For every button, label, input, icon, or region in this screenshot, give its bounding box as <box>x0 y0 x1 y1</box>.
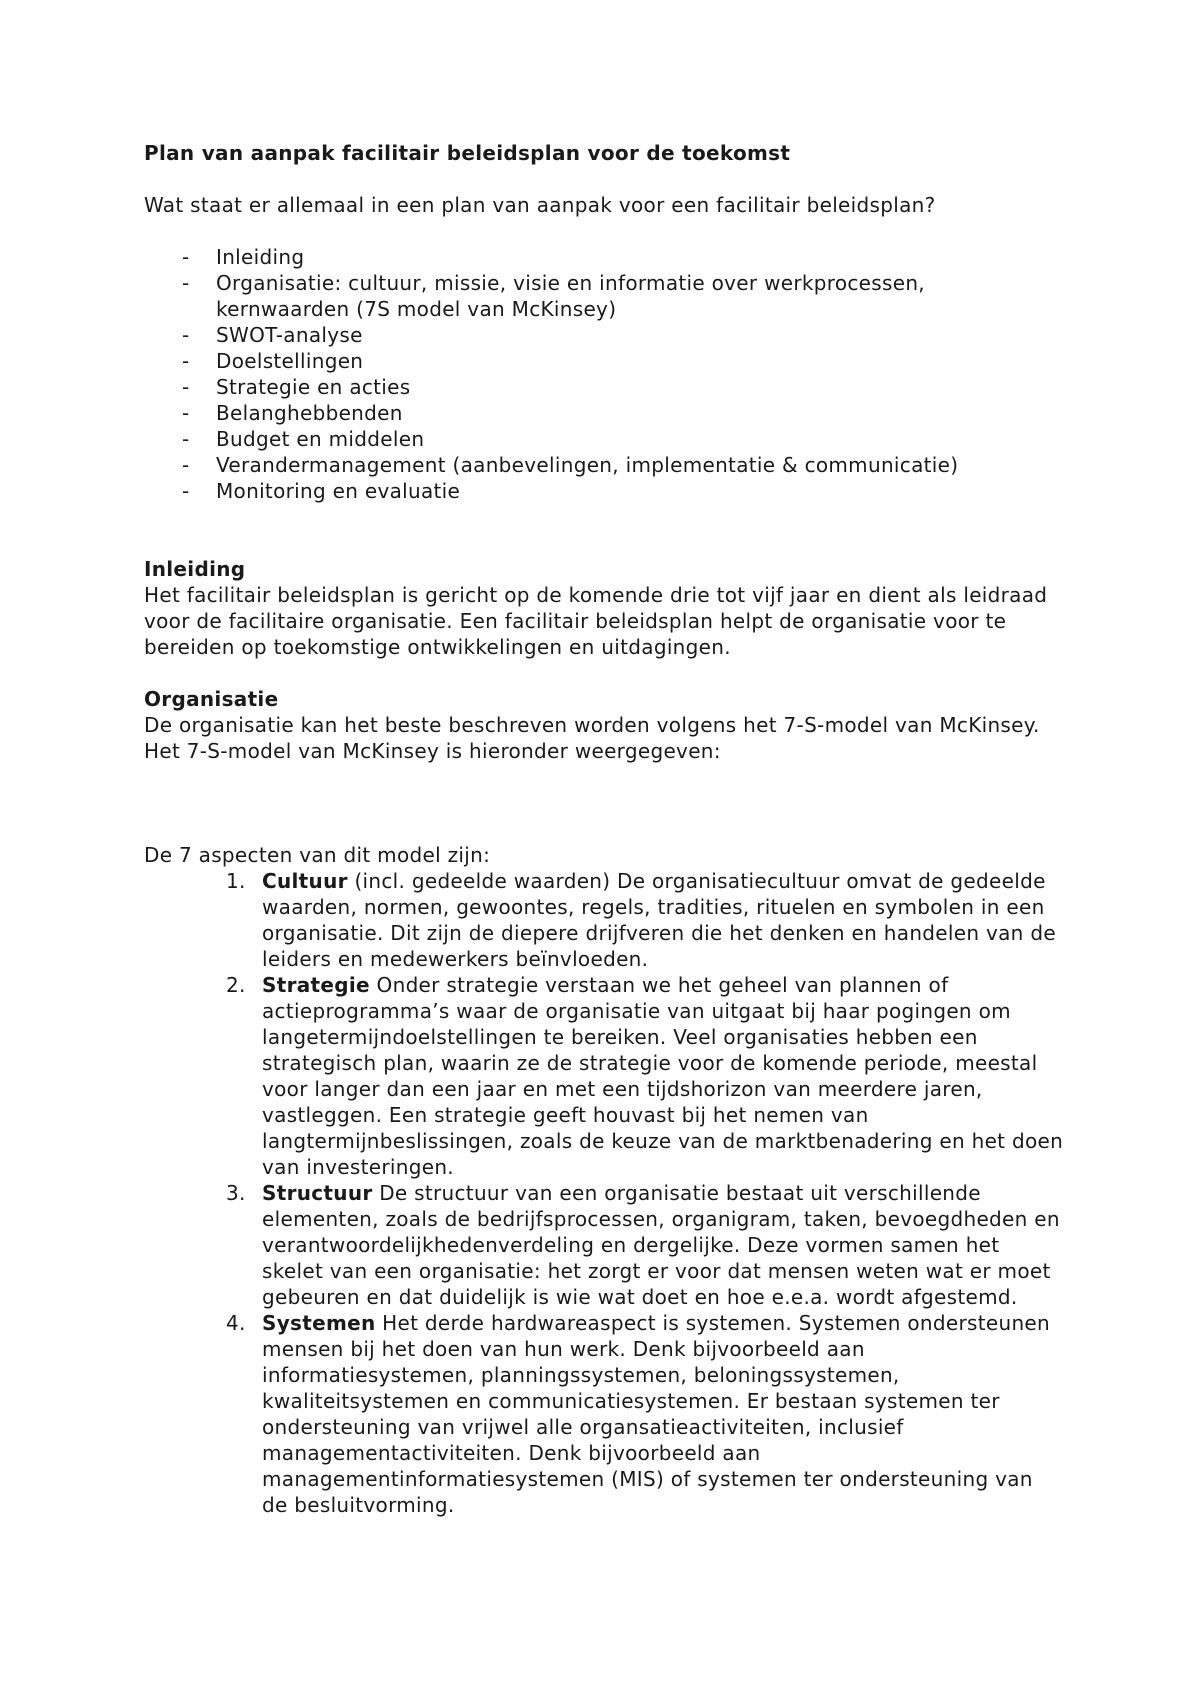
dash-bullet: - <box>182 271 190 295</box>
list-number: 4. <box>226 1311 246 1335</box>
dash-bullet: - <box>182 479 190 503</box>
list-item <box>144 1180 1064 1310</box>
list-item <box>144 426 1064 452</box>
list-item <box>144 452 1064 478</box>
dash-bullet: - <box>182 349 190 373</box>
list-item <box>144 348 1064 374</box>
document-content <box>144 140 1064 1518</box>
list-number: 2. <box>226 973 246 997</box>
dash-bullet: - <box>182 453 190 477</box>
list-item-text: Organisatie: cultuur, missie, visie en informatie over werkprocessen, kernwaarden (7S model van McKinsey) <box>216 271 925 321</box>
aspect-text: Onder strategie verstaan we het geheel van plannen of actieprogramma’s waar de organisatie van uitgaat bij haar pogingen om langetermijndoelstellingen te bereiken. Veel organisaties hebben een strategisch plan, waarin ze de strategie voor de komende periode, meestal voor langer dan een jaar en met een tijdshorizon van meerdere jaren, vastleggen. Een strategie geeft houvast bij het nemen van langtermijnbeslissingen, zoals de keuze van de marktbenadering en het doen van investeringen. <box>262 973 1064 1179</box>
aspect-text: (incl. gedeelde waarden) De organisatiecultuur omvat de gedeelde waarden, normen, gewoontes, regels, tradities, rituelen en symbolen in een organisatie. Dit zijn de diepere drijfveren die het denken en handelen van de leiders en medewerkers beïnvloeden. <box>262 869 1056 971</box>
aspects-intro: De 7 aspecten van dit model zijn: <box>144 843 491 867</box>
spacer <box>144 660 1064 686</box>
spacer <box>144 504 1064 556</box>
inleiding-heading: Inleiding <box>144 557 246 581</box>
dash-bullet: - <box>182 323 190 347</box>
list-item-text: Inleiding <box>216 245 305 269</box>
list-item <box>144 1310 1064 1518</box>
list-item-text: Doelstellingen <box>216 349 364 373</box>
image-placeholder <box>144 764 1064 842</box>
organisatie-heading: Organisatie <box>144 687 279 711</box>
list-item-text: Belanghebbenden <box>216 401 403 425</box>
dash-bullet: - <box>182 427 190 451</box>
document-title: Plan van aanpak facilitair beleidsplan voor de toekomst <box>144 141 791 165</box>
list-number: 3. <box>226 1181 246 1205</box>
contents-list <box>144 244 1064 504</box>
list-item-text: Strategie en acties <box>216 375 411 399</box>
aspect-term: Structuur <box>262 1181 373 1205</box>
intro-question: Wat staat er allemaal in een plan van aanpak voor een facilitair beleidsplan? <box>144 193 936 217</box>
list-number: 1. <box>226 869 246 893</box>
dash-bullet: - <box>182 375 190 399</box>
list-item <box>144 972 1064 1180</box>
list-item <box>144 270 1064 322</box>
aspect-text: De structuur van een organisatie bestaat uit verschillende elementen, zoals de bedrijfsprocessen, organigram, taken, bevoegdheden en verantwoordelijkhedenverdeling en dergelijke. Deze vormen samen het skelet van een organisatie: het zorgt er voor dat mensen weten wat er moet gebeuren en dat duidelijk is wie wat doet en hoe e.e.a. wordt afgestemd. <box>262 1181 1060 1309</box>
list-item-text: SWOT-analyse <box>216 323 363 347</box>
aspect-term: Systemen <box>262 1311 376 1335</box>
list-item-text: Verandermanagement (aanbevelingen, implementatie & communicatie) <box>216 453 959 477</box>
aspect-term: Cultuur <box>262 869 348 893</box>
list-item-text: Budget en middelen <box>216 427 425 451</box>
dash-bullet: - <box>182 401 190 425</box>
list-item-text: Monitoring en evaluatie <box>216 479 461 503</box>
dash-bullet: - <box>182 245 190 269</box>
aspects-list <box>144 868 1064 1518</box>
aspect-term: Strategie <box>262 973 370 997</box>
list-item <box>144 322 1064 348</box>
organisatie-text: De organisatie kan het beste beschreven worden volgens het 7-S-model van McKinsey. Het 7-S-model van McKinsey is hieronder weergegeven: <box>144 713 1040 763</box>
list-item <box>144 400 1064 426</box>
list-item <box>144 244 1064 270</box>
list-item <box>144 868 1064 972</box>
list-item <box>144 374 1064 400</box>
aspect-text: Het derde hardwareaspect is systemen. Systemen ondersteunen mensen bij het doen van hun werk. Denk bijvoorbeeld aan informatiesystemen, planningssystemen, beloningssystemen, kwaliteitsystemen en communicatiesystemen. Er bestaan systemen ter ondersteuning van vrijwel alle organsatieactiviteiten, inclusief managementactiviteiten. Denk bijvoorbeeld aan managementinformatiesystemen (MIS) of systemen ter ondersteuning van de besluitvorming. <box>262 1311 1050 1517</box>
list-item <box>144 478 1064 504</box>
inleiding-text: Het facilitair beleidsplan is gericht op de komende drie tot vijf jaar en dient als leidraad voor de facilitaire organisatie. Een facilitair beleidsplan helpt de organisatie voor te bereiden op toekomstige ontwikkelingen en uitdagingen. <box>144 583 1048 659</box>
